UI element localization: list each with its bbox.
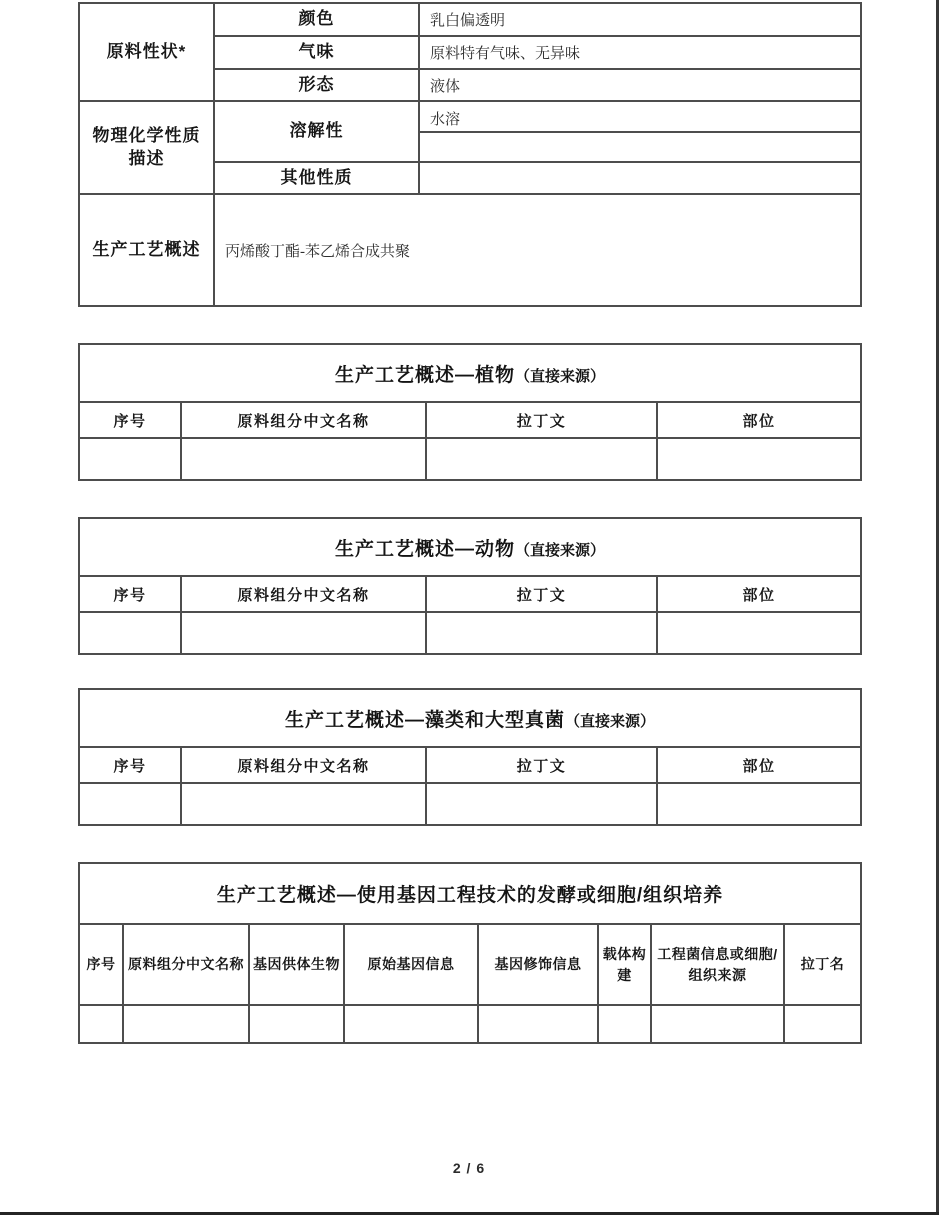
field-value-solubility-extra — [419, 132, 861, 162]
empty-cell — [657, 783, 861, 825]
field-label-solubility: 溶解性 — [214, 101, 419, 162]
source-table-algae-fungi — [78, 688, 862, 826]
table-title-plants — [79, 344, 861, 402]
column-header-gene-modification-info: 基因修饰信息 — [478, 924, 598, 1005]
empty-cell — [79, 612, 181, 654]
empty-cell — [478, 1005, 598, 1043]
empty-cell — [181, 783, 426, 825]
empty-cell — [249, 1005, 344, 1043]
source-table-animals — [78, 517, 862, 655]
group-label-physicochemical — [79, 101, 214, 194]
field-label-color: 颜色 — [214, 3, 419, 36]
column-header-index: 序号 — [79, 924, 123, 1005]
material-properties-table — [78, 2, 862, 307]
group-label-physicochemical-line2: 描述 — [128, 148, 165, 168]
empty-cell — [426, 438, 657, 480]
field-value-odor: 原料特有气味、无异味 — [419, 36, 861, 69]
column-header-part: 部位 — [657, 576, 861, 612]
column-header-chinese-name: 原料组分中文名称 — [181, 747, 426, 783]
table-title-animals-paren: （直接来源） — [515, 541, 606, 559]
column-header-gene-donor: 基因供体生物 — [249, 924, 344, 1005]
field-label-form: 形态 — [214, 69, 419, 101]
table-title-gene-engineering — [79, 863, 861, 924]
column-header-chinese-name: 原料组分中文名称 — [181, 576, 426, 612]
column-header-latin: 拉丁文 — [426, 576, 657, 612]
field-value-other-properties — [419, 162, 861, 194]
empty-cell — [657, 612, 861, 654]
column-header-part: 部位 — [657, 747, 861, 783]
empty-cell — [426, 612, 657, 654]
column-header-part: 部位 — [657, 402, 861, 438]
column-header-latin: 拉丁文 — [426, 747, 657, 783]
table-title-algae-fungi — [79, 689, 861, 747]
table-title-animals — [79, 518, 861, 576]
column-header-chinese-name: 原料组分中文名称 — [181, 402, 426, 438]
column-header-index: 序号 — [79, 576, 181, 612]
empty-cell — [79, 783, 181, 825]
column-header-index: 序号 — [79, 402, 181, 438]
table-title-algae-fungi-text: 生产工艺概述—藻类和大型真菌 — [285, 709, 566, 731]
empty-cell — [784, 1005, 861, 1043]
column-header-original-gene-info: 原始基因信息 — [344, 924, 478, 1005]
field-label-other-properties: 其他性质 — [214, 162, 419, 194]
group-label-physicochemical-line1: 物理化学性质 — [92, 125, 201, 145]
table-title-plants-paren: （直接来源） — [515, 367, 606, 385]
empty-cell — [79, 438, 181, 480]
column-header-engineered-strain-source: 工程菌信息或细胞/组织来源 — [651, 924, 784, 1005]
empty-cell — [426, 783, 657, 825]
empty-cell — [651, 1005, 784, 1043]
field-value-process-overview: 丙烯酸丁酯-苯乙烯合成共聚 — [214, 194, 861, 306]
column-header-vector-construction: 载体构建 — [598, 924, 651, 1005]
field-label-process-overview: 生产工艺概述 — [79, 194, 214, 306]
field-label-odor: 气味 — [214, 36, 419, 69]
source-table-plants — [78, 343, 862, 481]
empty-cell — [181, 438, 426, 480]
field-value-form: 液体 — [419, 69, 861, 101]
empty-cell — [79, 1005, 123, 1043]
field-value-color: 乳白偏透明 — [419, 3, 861, 36]
empty-cell — [598, 1005, 651, 1043]
empty-cell — [181, 612, 426, 654]
document-page — [78, 2, 860, 1176]
field-value-solubility: 水溶 — [419, 101, 861, 132]
gene-engineering-table — [78, 862, 862, 1044]
empty-cell — [657, 438, 861, 480]
empty-cell — [344, 1005, 478, 1043]
table-title-animals-text: 生产工艺概述—动物 — [335, 538, 516, 560]
empty-cell — [123, 1005, 249, 1043]
column-header-index: 序号 — [79, 747, 181, 783]
table-title-gene-engineering-text: 生产工艺概述—使用基因工程技术的发酵或细胞/组织培养 — [216, 885, 724, 906]
page-number: 2 / 6 — [452, 1160, 486, 1176]
table-title-plants-text: 生产工艺概述—植物 — [335, 364, 516, 386]
table-title-algae-fungi-paren: （直接来源） — [565, 712, 656, 730]
column-header-chinese-name: 原料组分中文名称 — [123, 924, 249, 1005]
group-label-material-character: 原料性状* — [79, 3, 214, 101]
column-header-latin: 拉丁文 — [426, 402, 657, 438]
column-header-latin-name: 拉丁名 — [784, 924, 861, 1005]
